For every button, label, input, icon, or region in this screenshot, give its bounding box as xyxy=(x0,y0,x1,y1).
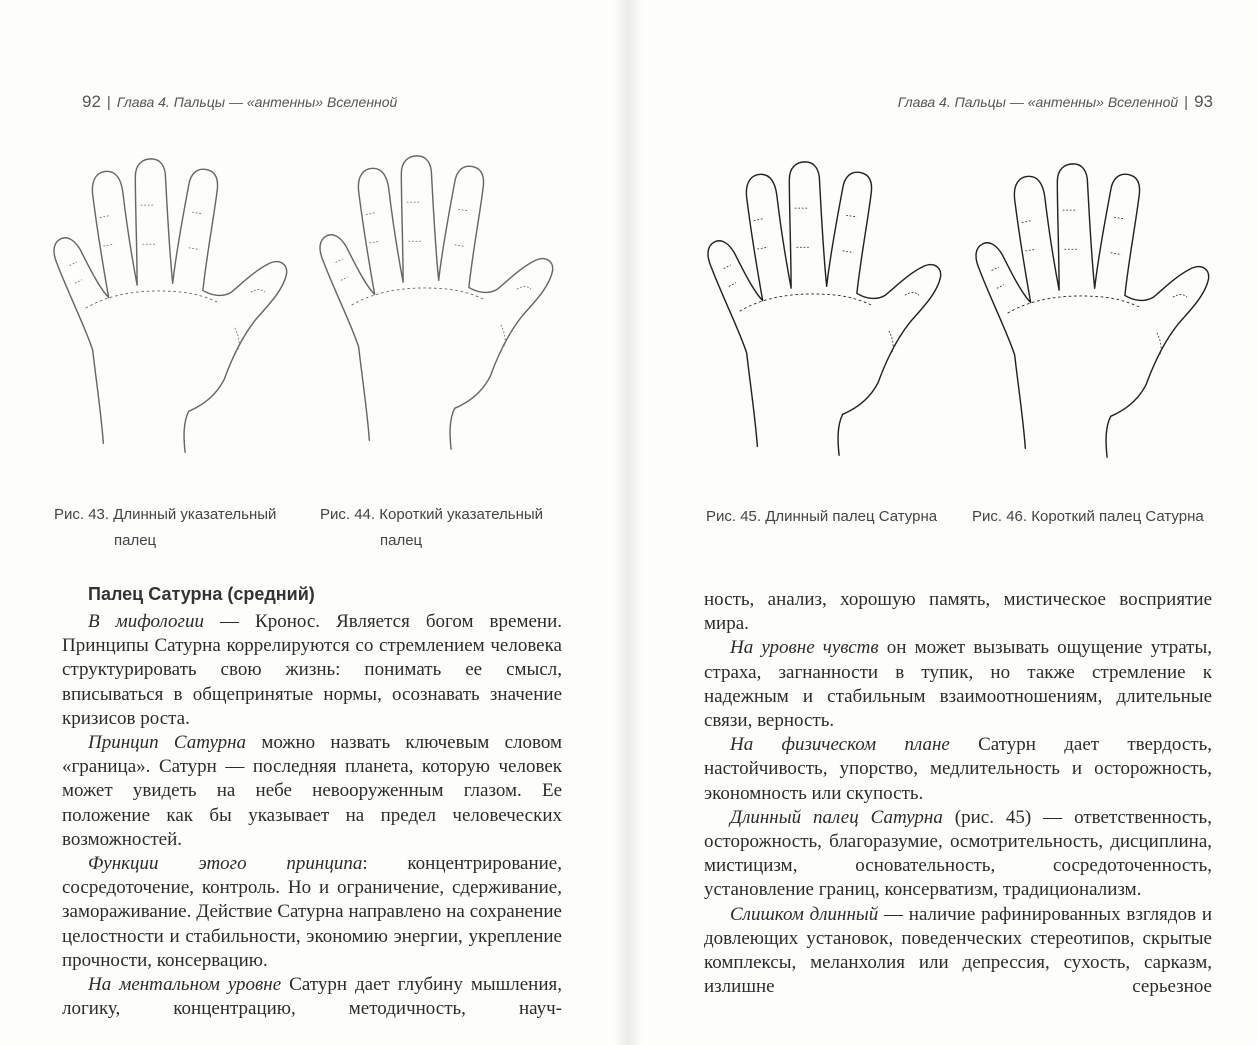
paragraph: На физическом плане Сатурн дает твердость, настойчивость, упорство, медлительность и осторожность, экономность или скупость. xyxy=(704,734,1212,804)
caption-fig-44: Рис. 44. Короткий указательный палец xyxy=(320,506,544,549)
section-heading: Палец Сатурна (средний) xyxy=(88,584,315,604)
paragraph: ность, анализ, хорошую память, мистическое восприятие мира. xyxy=(704,589,1212,635)
hand-figure-46 xyxy=(972,150,1212,480)
left-running-header: 92 | Глава 4. Пальцы — «антенны» Вселенной xyxy=(82,92,398,111)
hand-figure-45 xyxy=(704,148,944,478)
paragraph: Принцип Сатурна можно назвать ключевым словом «граница». Сатурн — последняя планета, которую человек может увидеть на небе невооруженным глазом. Ее положение как бы указывает на предел человеческих возможностей. xyxy=(62,732,562,850)
right-running-title: Глава 4. Пальцы — «антенны» Вселенной xyxy=(897,94,1179,110)
paragraph: Слишком длинный — наличие рафинированных взглядов и довлеющих установок, поведенческих стереотипов, скрытые комплексы, меланхолия или депрессия, сухость, сарказм, излишне серьезное xyxy=(704,903,1212,998)
paragraph: Функции этого принципа: концентрирование, сосредоточение, контроль. Но и ограничение, сдерживание, замораживание. Действие Сатурна направлено на сохранение целостности и стабильности, экономию энергии, укрепление прочности, консервацию. xyxy=(62,853,562,971)
caption-fig-45: Рис. 45. Длинный палец Сатурна xyxy=(706,508,938,525)
right-page-number: 93 xyxy=(1194,92,1213,111)
paragraph: На уровне чувств он может вызывать ощущение утраты, страха, загнанности в тупик, но также стремление к надежным и стабильным взаимоотношениям, длительные связи, верность. xyxy=(704,637,1212,732)
paragraph: В мифологии — Кронос. Является богом времени. Принципы Сатурна коррелируются со стремлением человека структурировать свою жизнь: понимать ее смысл, вписываться в общепринятые нормы, осознавать значение кризисов роста. xyxy=(62,611,562,729)
hand-figure-44 xyxy=(316,142,556,472)
left-body-text xyxy=(62,610,562,1021)
right-running-header: Глава 4. Пальцы — «антенны» Вселенной | 93 xyxy=(897,92,1213,111)
left-page-number: 92 xyxy=(82,92,101,111)
paragraph: Длинный палец Сатурна (рис. 45) — ответственность, осторожность, благоразумие, осмотрительность, дисциплина, мистицизм, основательность, сосредоточенность, установление границ, консерватизм, традиционализм. xyxy=(704,806,1212,901)
paragraph: На ментальном уровне Сатурн дает глубину мышления, логику, концентрацию, методичность, науч- xyxy=(62,974,562,1020)
left-page xyxy=(0,0,628,1045)
caption-fig-43: Рис. 43. Длинный указательный палец xyxy=(54,506,277,549)
right-page xyxy=(628,0,1257,1045)
hand-figure-43 xyxy=(50,145,290,475)
right-body-text xyxy=(704,588,1212,999)
caption-fig-46: Рис. 46. Короткий палец Сатурна xyxy=(972,508,1204,525)
left-running-title: Глава 4. Пальцы — «антенны» Вселенной xyxy=(116,94,398,110)
